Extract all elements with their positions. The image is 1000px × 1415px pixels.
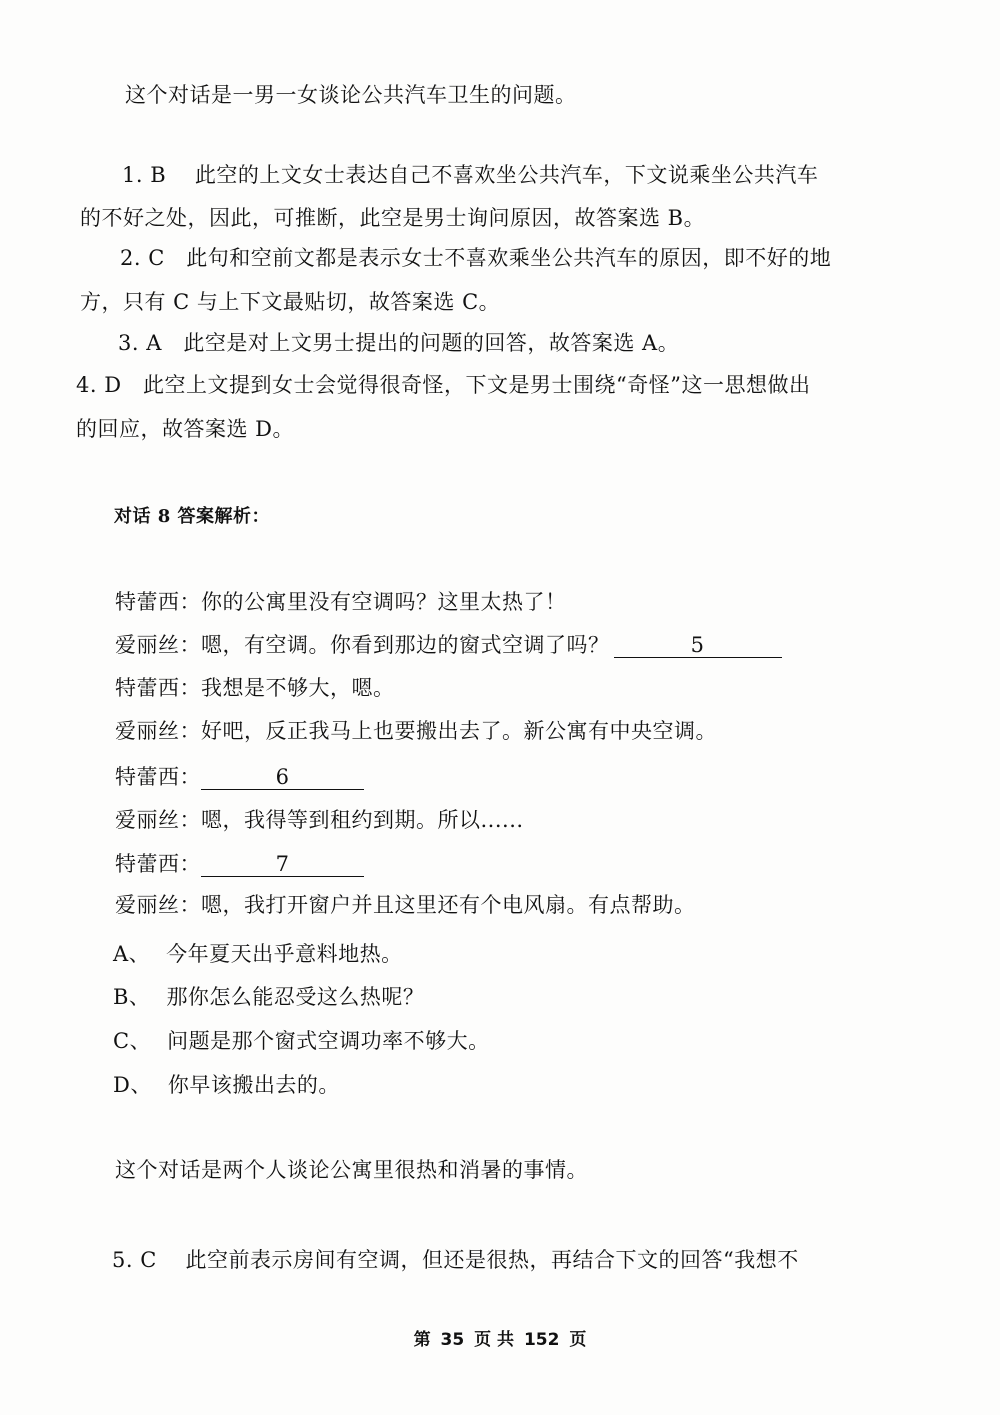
answer-4-line-2: 的回应，故答案选 D。 — [76, 417, 295, 441]
answer-5-line-1: 5. C 此空前表示房间有空调，但还是很热，再结合下文的回答“我想不 — [112, 1248, 799, 1272]
total-pages: 152 — [523, 1330, 560, 1350]
answer-1-line-2: 的不好之处，因此，可推断，此空是男士询问原因，故答案选 B。 — [80, 206, 706, 230]
option-text: 那你怎么能忍受这么热呢？ — [166, 985, 425, 1009]
answer-blank: 6 — [201, 765, 364, 790]
answer-blank: 5 — [614, 633, 782, 658]
dialogue-line — [115, 805, 524, 835]
answer-1-line-1: 1. B 此空的上文女士表达自己不喜欢坐公共汽车，下文说乘坐公共汽车 — [122, 163, 819, 187]
dialogue-text: 嗯，我打开窗户并且这里还有个电风扇。有点帮助。 — [201, 893, 696, 917]
answer-3-line-1: 3. A 此空是对上文男士提出的问题的回答，故答案选 A。 — [118, 331, 680, 355]
option-text: 问题是那个窗式空调功率不够大。 — [167, 1029, 490, 1053]
dialogue-line — [115, 849, 364, 879]
footer-prefix: 第 — [413, 1330, 431, 1350]
speaker-name: 特蕾西： — [115, 676, 201, 700]
section-heading: 对话 8 答案解析： — [114, 506, 271, 527]
dialogue-line — [115, 630, 782, 660]
answer-2-line-2: 方，只有 C 与上下文最贴切，故答案选 C。 — [80, 290, 501, 314]
option-label: B、 — [113, 985, 151, 1009]
dialogue-line — [115, 890, 696, 920]
dialogue-line — [115, 587, 567, 617]
speaker-name: 爱丽丝： — [115, 808, 201, 832]
speaker-name: 爱丽丝： — [115, 633, 201, 657]
speaker-name: 爱丽丝： — [115, 893, 201, 917]
option-c — [113, 1026, 490, 1056]
speaker-name: 特蕾西： — [115, 765, 201, 789]
dialogue-text: 你的公寓里没有空调吗？这里太热了！ — [201, 590, 567, 614]
page-number: 35 — [440, 1330, 465, 1350]
dialogue-line — [115, 716, 717, 746]
option-label: C、 — [113, 1029, 152, 1053]
option-text: 今年夏天出乎意料地热。 — [166, 942, 403, 966]
option-b — [113, 982, 424, 1012]
option-a — [113, 939, 403, 969]
footer-middle: 页 共 — [474, 1330, 515, 1350]
footer-suffix: 页 — [569, 1330, 587, 1350]
dialogue-text: 嗯，我得等到租约到期。所以...... — [201, 808, 524, 832]
speaker-name: 特蕾西： — [115, 852, 201, 876]
option-label: D、 — [113, 1073, 152, 1097]
option-label: A、 — [113, 942, 151, 966]
dialogue-text: 我想是不够大，嗯。 — [201, 676, 395, 700]
dialogue-line — [115, 673, 395, 703]
dialogue-text: 嗯，有空调。你看到那边的窗式空调了吗？ — [201, 633, 610, 657]
page-footer — [0, 1325, 1000, 1350]
intro-text: 这个对话是一男一女谈论公共汽车卫生的问题。 — [125, 83, 577, 107]
summary-text: 这个对话是两个人谈论公寓里很热和消暑的事情。 — [115, 1158, 588, 1182]
dialogue-text: 好吧，反正我马上也要搬出去了。新公寓有中央空调。 — [201, 719, 717, 743]
option-text: 你早该搬出去的。 — [167, 1073, 340, 1097]
answer-blank: 7 — [201, 852, 364, 877]
speaker-name: 特蕾西： — [115, 590, 201, 614]
speaker-name: 爱丽丝： — [115, 719, 201, 743]
answer-4-line-1: 4. D 此空上文提到女士会觉得很奇怪，下文是男士围绕“奇怪”这一思想做出 — [76, 373, 811, 397]
dialogue-line — [115, 762, 364, 792]
option-d — [113, 1070, 340, 1100]
answer-2-line-1: 2. C 此句和空前文都是表示女士不喜欢乘坐公共汽车的原因，即不好的地 — [120, 246, 832, 270]
